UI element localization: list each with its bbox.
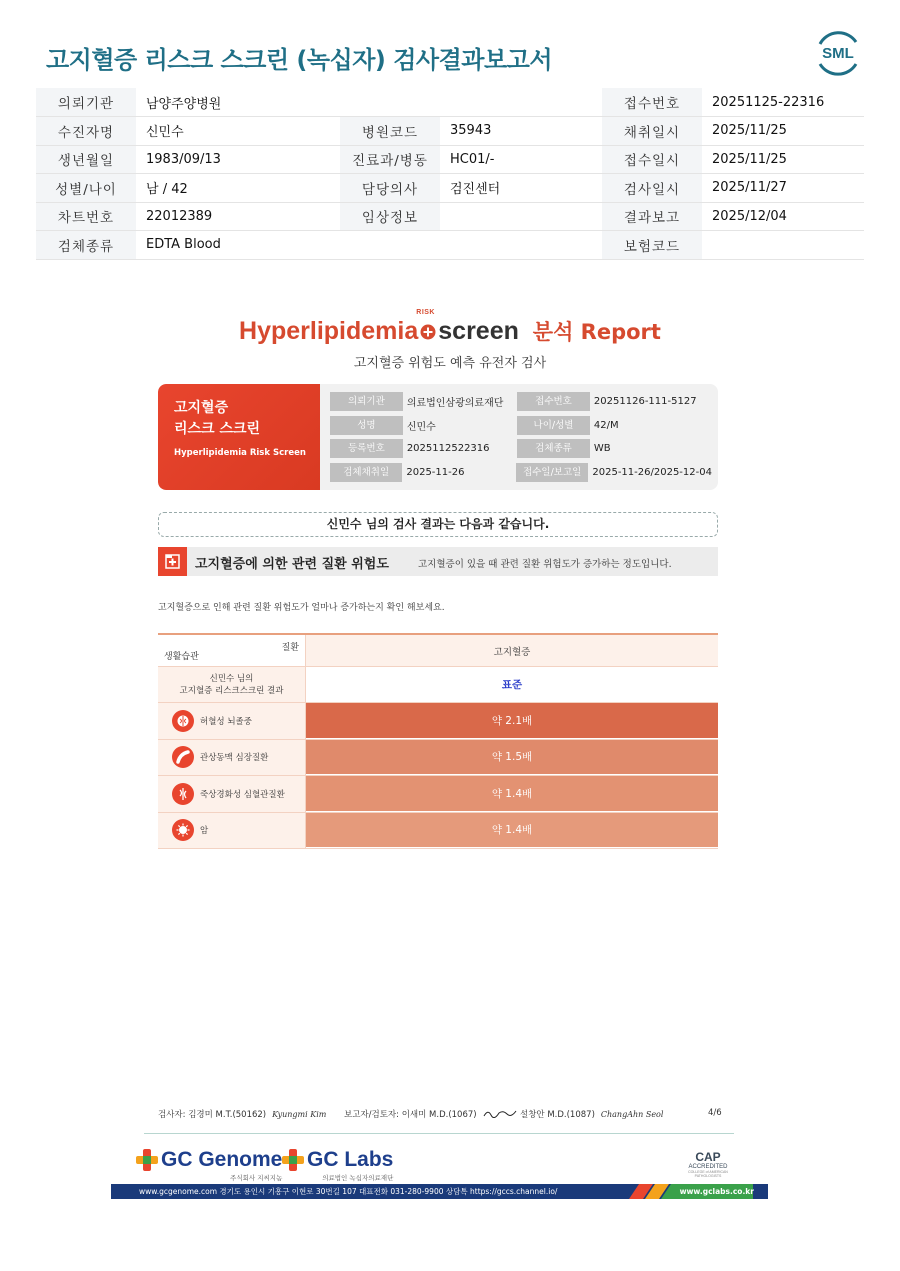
meta-value: 신민수 (136, 117, 340, 146)
result-banner: 신민수 님의 검사 결과는 다음과 같습니다. (158, 512, 718, 537)
meta-value: 남 / 42 (136, 174, 340, 203)
divider (144, 1133, 734, 1134)
meta-label: 수진자명 (36, 117, 136, 146)
meta-label: 채취일시 (602, 117, 702, 146)
info-label: 접수번호 (517, 392, 590, 411)
info-label: 검체채취일 (330, 463, 402, 482)
meta-value: EDTA Blood (136, 231, 340, 260)
meta-label (340, 88, 440, 117)
meta-label: 차트번호 (36, 202, 136, 231)
table-row (158, 776, 718, 813)
gc-genome-logo: GC Genome 주식회사 지씨지놈 (136, 1148, 282, 1182)
info-row (330, 437, 712, 461)
meta-row (36, 174, 864, 203)
info-value: 2025112522316 (406, 443, 490, 455)
meta-value: 2025/11/25 (702, 145, 864, 174)
info-label: 검체종류 (517, 439, 590, 458)
footer-bar (111, 1184, 768, 1199)
info-label: 성명 (330, 416, 403, 435)
meta-value: 22012389 (136, 202, 340, 231)
artery-icon (172, 746, 194, 768)
meta-row (36, 145, 864, 174)
meta-label: 접수일시 (602, 145, 702, 174)
meta-label: 보험코드 (602, 231, 702, 260)
meta-label: 병원코드 (340, 117, 440, 146)
info-value: 의료법인삼광의료재단 (406, 398, 504, 410)
standard-row: 신민수 님의 고지혈증 리스크스크린 결과 표준 (158, 667, 718, 703)
report-header (0, 309, 900, 371)
meta-value: 2025/11/25 (702, 117, 864, 146)
meta-value: 2025/12/04 (702, 202, 864, 231)
header-disease: 질환 (281, 643, 299, 653)
svg-text:SML: SML (822, 45, 854, 62)
meta-label: 검사일시 (602, 174, 702, 203)
gc-labs-logo: GC Labs 의료법인 녹십자의료재단 (282, 1148, 393, 1182)
meta-row (36, 117, 864, 146)
meta-label: 임상정보 (340, 202, 440, 231)
meta-row (36, 202, 864, 231)
meta-value: 남양주양병원 (136, 88, 340, 117)
info-value: 신민수 (406, 421, 436, 433)
tester-signature: Kyungmi Kim (272, 1110, 327, 1119)
info-row (330, 461, 712, 485)
meta-label: 진료과/병동 (340, 145, 440, 174)
report-subtitle: 고지혈증 위험도 예측 유전자 검사 (353, 356, 547, 371)
cell-icon (172, 819, 194, 841)
section-description: 고지혈증이 있을 때 관련 질환 위험도가 증가하는 정도입니다. (418, 559, 672, 570)
info-row (330, 390, 712, 414)
meta-label: 의뢰기관 (36, 88, 136, 117)
info-label: 나이/성별 (517, 416, 590, 435)
document-plus-icon (158, 547, 187, 576)
patient-info-table (36, 88, 864, 260)
cap-accredited-logo: CAP ACCREDITED COLLEGE of AMERICAN PATHOLOGISTS (688, 1150, 728, 1178)
info-label: 접수일/보고일 (516, 463, 588, 482)
approver: 설창안 M.D.(1087) (520, 1110, 595, 1120)
meta-label: 성별/나이 (36, 174, 136, 203)
gc-cross-icon (282, 1149, 304, 1171)
table-row (158, 740, 718, 777)
header-habit: 생활습관 (164, 652, 199, 662)
info-value: WB (593, 443, 611, 455)
plus-circle-icon (420, 324, 436, 340)
table-row (158, 813, 718, 850)
section-header (158, 547, 718, 576)
page-number: 4/6 (708, 1108, 722, 1118)
section-title: 고지혈증에 의한 관련 질환 위험도 (195, 557, 389, 572)
reviewer: 보고자/검토자: 이새미 M.D.(1067) (344, 1110, 477, 1120)
risk-value: 약 1.4배 (306, 776, 718, 812)
footer-url: www.gclabs.co.kr (679, 1187, 754, 1196)
disease-name: 죽상경화성 심혈관질환 (200, 789, 285, 800)
report-info-grid (330, 390, 712, 484)
meta-value: 검진센터 (440, 174, 602, 203)
info-value: 2025-11-26 (406, 466, 465, 478)
intro-text: 고지혈증으로 인해 관련 질환 위험도가 얼마나 증가하는지 확인 해보세요. (158, 603, 445, 613)
disease-name: 관상동맥 심장질환 (200, 753, 269, 764)
meta-row (36, 231, 864, 260)
disease-name: 허혈성 뇌졸중 (200, 716, 252, 727)
info-value: 42/M (593, 419, 619, 431)
approver-signature: ChangAhn Seol (600, 1110, 664, 1119)
meta-value (440, 88, 602, 117)
footer-contact: www.gcgenome.com 경기도 용인시 기흥구 이현로 30번길 107 대표전화 031-280-9900 상담톡 https://gccs.channel.io/ (139, 1187, 558, 1196)
meta-label: 생년월일 (36, 145, 136, 174)
risk-value: 약 1.5배 (306, 740, 718, 776)
meta-value: HC01/- (440, 145, 602, 174)
vessel-icon (172, 783, 194, 805)
meta-value: 20251125-22316 (702, 88, 864, 117)
standard-value: 표준 (306, 667, 718, 702)
page-title: 고지혈증 리스크 스크린 (녹십자) 검사결과보고서 (46, 46, 553, 74)
meta-label: 검체종류 (36, 231, 136, 260)
meta-value: 1983/09/13 (136, 145, 340, 174)
tester: 검사자: 김경미 M.T.(50162) (158, 1110, 267, 1120)
table-header-row (158, 635, 718, 667)
info-value: 20251126-111-5127 (593, 396, 697, 408)
risk-value: 약 2.1배 (306, 703, 718, 739)
report-info-box (158, 384, 718, 490)
meta-value (702, 231, 864, 260)
risk-table (158, 633, 718, 849)
info-label: 의뢰기관 (330, 392, 403, 411)
brain-icon (172, 710, 194, 732)
info-label: 등록번호 (330, 439, 403, 458)
column-header: 고지혈증 (306, 635, 718, 666)
meta-value (440, 231, 602, 260)
meta-value: 2025/11/27 (702, 174, 864, 203)
meta-label: 접수번호 (602, 88, 702, 117)
gc-cross-icon (136, 1149, 158, 1171)
info-row (330, 414, 712, 438)
signature-scribble-icon (483, 1108, 517, 1118)
meta-row (36, 88, 864, 117)
sml-logo (812, 30, 864, 76)
meta-label (340, 231, 440, 260)
meta-value (440, 202, 602, 231)
disease-name: 암 (200, 826, 209, 837)
meta-value: 35943 (440, 117, 602, 146)
risk-value: 약 1.4배 (306, 813, 718, 849)
report-title: Hyperlipidemia RISK screen 분석 Report (239, 309, 661, 345)
meta-label: 결과보고 (602, 202, 702, 231)
info-value: 2025-11-26/2025-12-04 (592, 466, 712, 478)
meta-label: 담당의사 (340, 174, 440, 203)
product-badge: 고지혈증 리스크 스크린 Hyperlipidemia Risk Screen (158, 384, 320, 490)
table-row (158, 703, 718, 740)
